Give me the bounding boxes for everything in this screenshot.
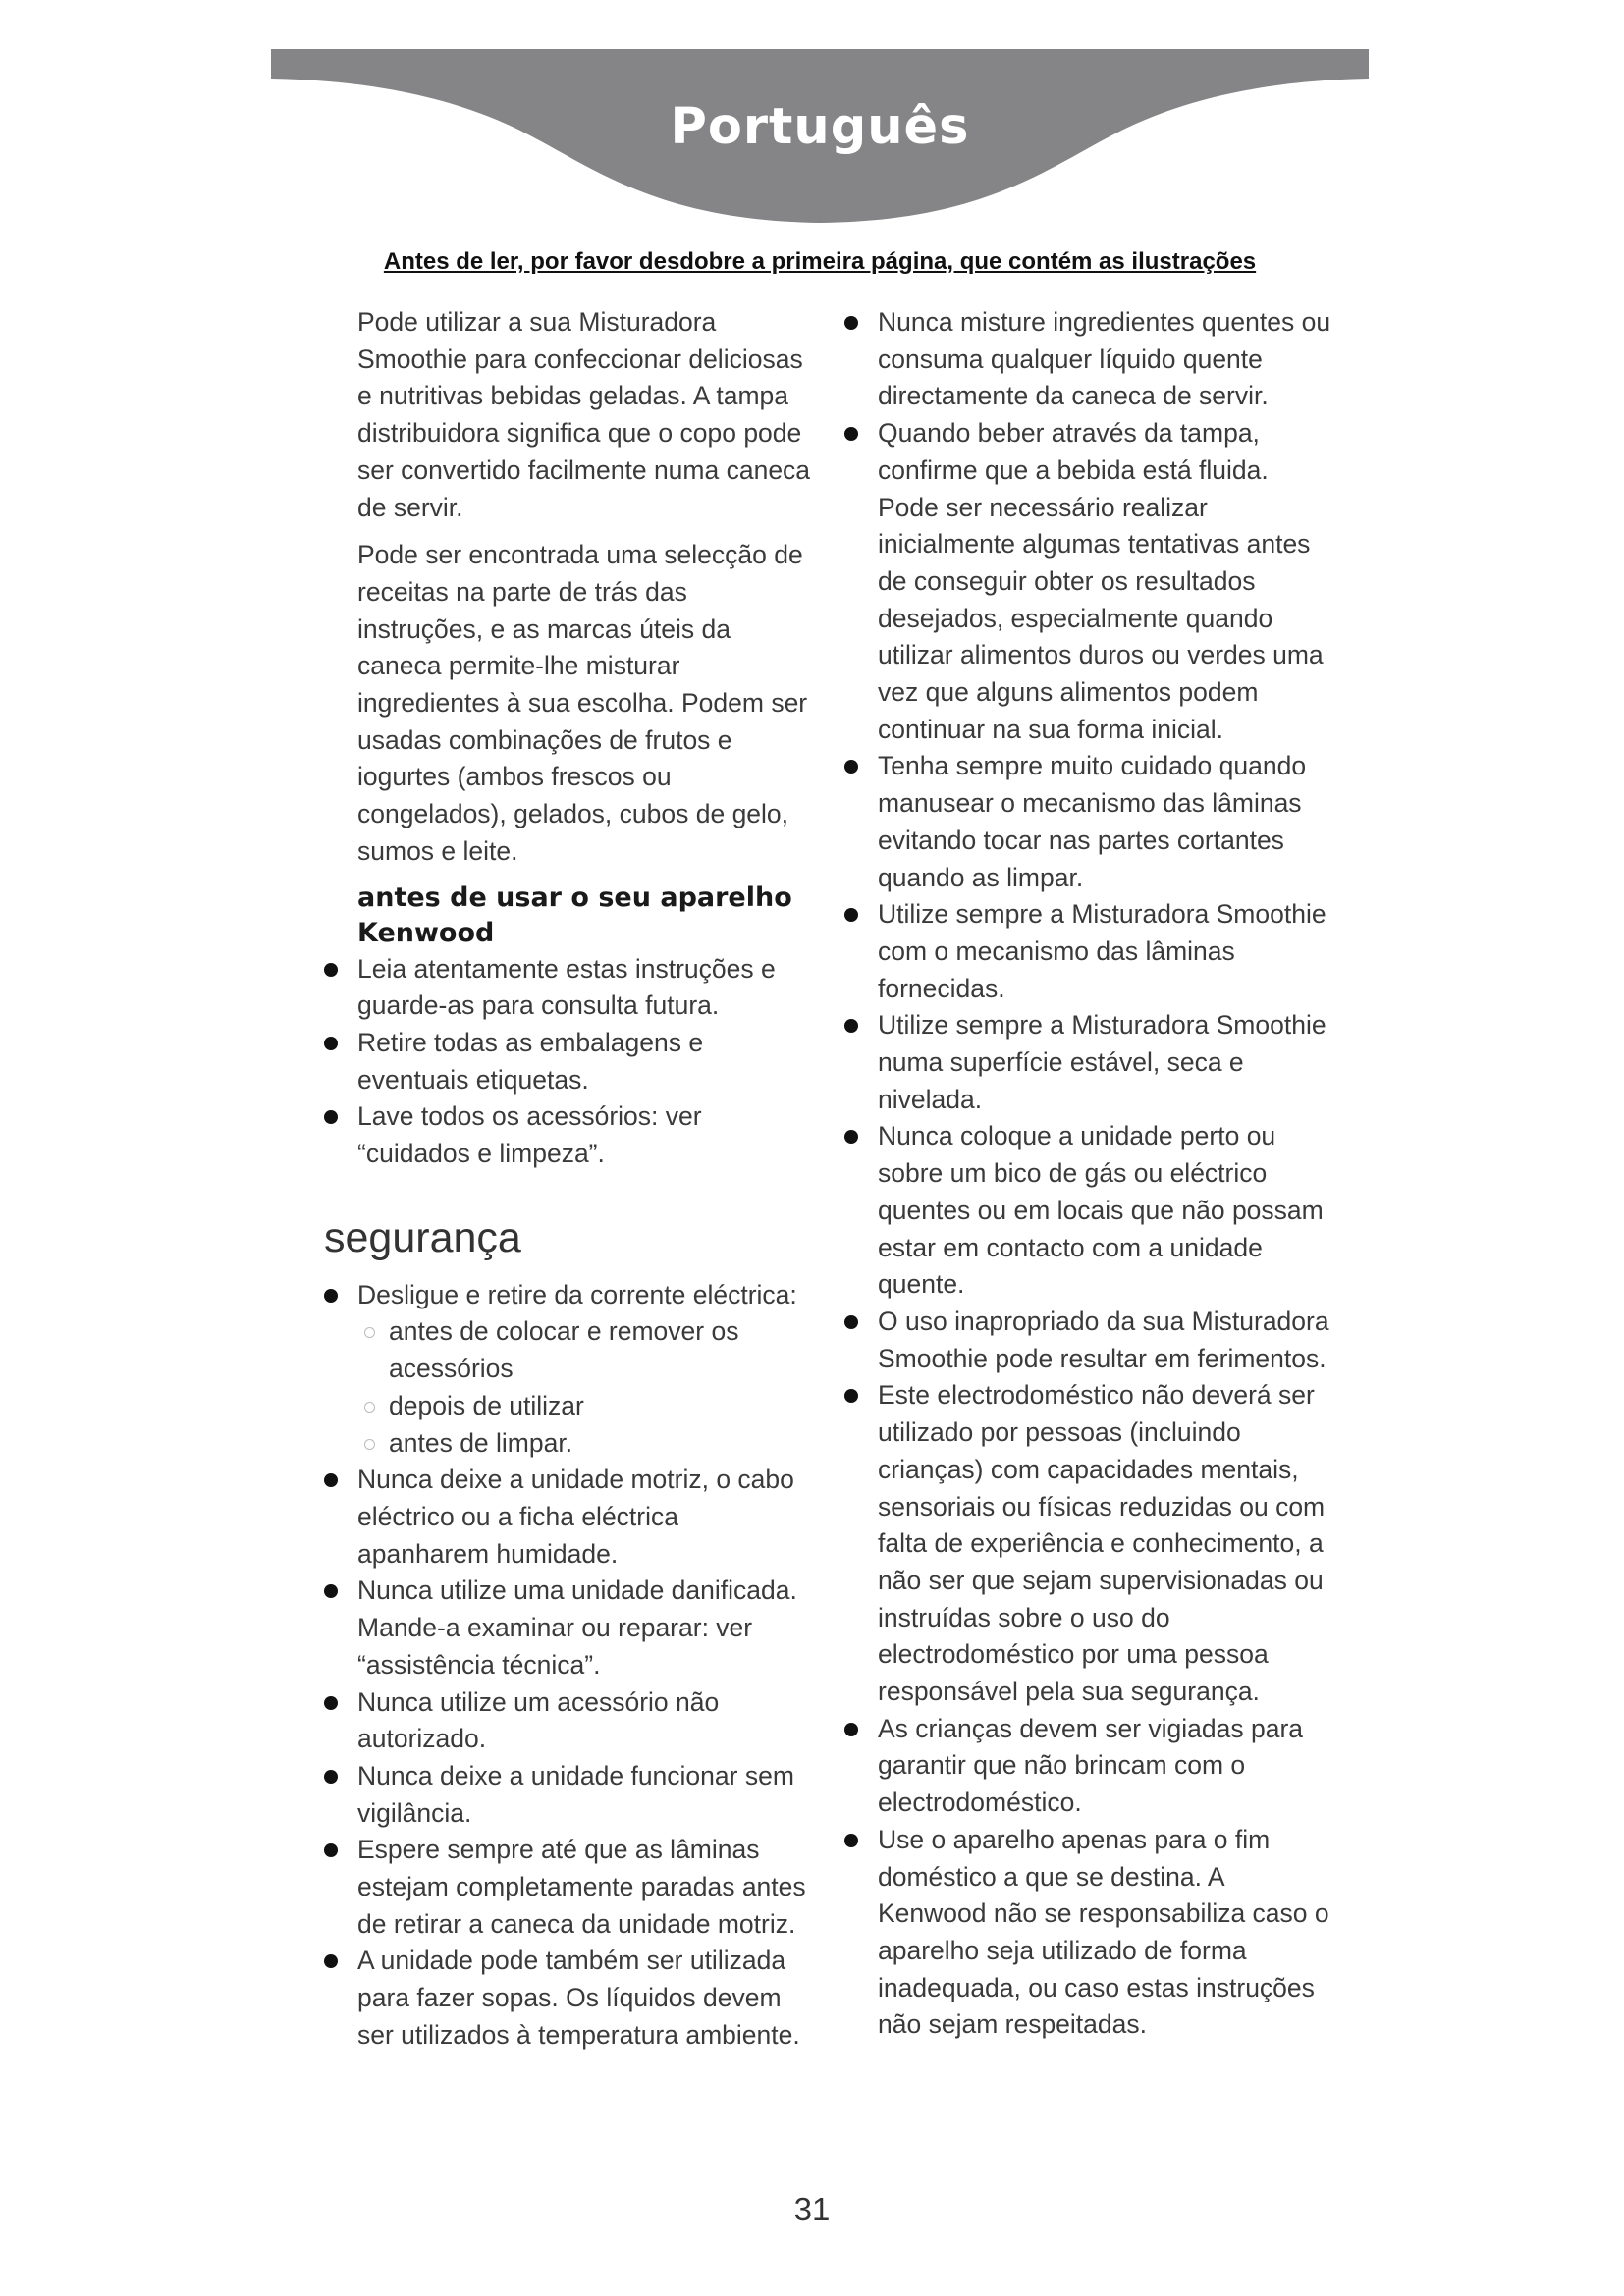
language-title: Português bbox=[670, 98, 970, 156]
hollow-bullet-icon bbox=[364, 1439, 375, 1450]
bullet-icon bbox=[844, 1834, 858, 1847]
list-item: Lave todos os acessórios: ver “cuidados e limpeza”. bbox=[324, 1098, 815, 1172]
list-item: Nunca deixe a unidade motriz, o cabo eléctrico ou a ficha eléctrica apanharem humidade. bbox=[324, 1462, 815, 1573]
bullet-icon bbox=[844, 1130, 858, 1144]
bullet-icon bbox=[324, 1110, 338, 1124]
list-item: A unidade pode também ser utilizada para fazer sopas. Os líquidos devem ser utilizados à temperatura ambiente. bbox=[324, 1943, 815, 2054]
sub-list-item: antes de limpar. bbox=[324, 1425, 815, 1463]
hollow-bullet-icon bbox=[364, 1327, 375, 1338]
bullet-icon bbox=[844, 427, 858, 441]
list-item: Nunca coloque a unidade perto ou sobre um bico de gás ou eléctrico quentes ou em locais que não possam estar em contacto com a unidade quente. bbox=[844, 1118, 1335, 1304]
list-item: Este electrodoméstico não deverá ser utilizado por pessoas (incluindo crianças) com capacidades mentais, sensoriais ou físicas reduzidas ou com falta de experiência e conhecimento, a não ser que sejam supervisionadas ou instruídas sobre o uso do electrodoméstico por uma pessoa responsável pela sua segurança. bbox=[844, 1377, 1335, 1710]
list-item: Nunca utilize uma unidade danificada. Mande-a examinar ou reparar: ver “assistência técnica”. bbox=[324, 1573, 815, 1683]
list-item: Nunca utilize um acessório não autorizado. bbox=[324, 1684, 815, 1758]
bullet-icon bbox=[324, 1843, 338, 1857]
bullet-icon bbox=[324, 1696, 338, 1710]
hollow-bullet-icon bbox=[364, 1402, 375, 1413]
list-item: Nunca deixe a unidade funcionar sem vigilância. bbox=[324, 1758, 815, 1832]
sub-list-item: depois de utilizar bbox=[324, 1388, 815, 1425]
list-item: Nunca misture ingredientes quentes ou consuma qualquer líquido quente directamente da caneca de servir. bbox=[844, 304, 1335, 415]
left-column bbox=[324, 304, 815, 2055]
list-item: As crianças devem ser vigiadas para garantir que não brincam com o electrodoméstico. bbox=[844, 1711, 1335, 1822]
page-number: 31 bbox=[793, 2191, 831, 2227]
bullet-icon bbox=[844, 760, 858, 774]
bullet-icon bbox=[844, 1389, 858, 1403]
sub-list-item: antes de colocar e remover os acessórios bbox=[324, 1313, 815, 1387]
bullet-icon bbox=[324, 963, 338, 977]
bullet-icon bbox=[324, 1770, 338, 1784]
before-use-heading: antes de usar o seu aparelho Kenwood bbox=[357, 881, 792, 948]
list-item: Utilize sempre a Misturadora Smoothie numa superfície estável, seca e nivelada. bbox=[844, 1007, 1335, 1118]
unfold-notice: Antes de ler, por favor desdobre a primeira página, que contém as ilustrações bbox=[383, 248, 1257, 275]
bullet-icon bbox=[844, 1019, 858, 1033]
bullet-icon bbox=[324, 1954, 338, 1968]
intro-paragraph: Pode utilizar a sua Misturadora Smoothie para confeccionar deliciosas e nutritivas bebidas geladas. A tampa distribuidora significa que o copo pode ser convertido facilmente numa caneca de servir. bbox=[357, 307, 811, 522]
list-item: O uso inapropriado da sua Misturadora Smoothie pode resultar em ferimentos. bbox=[844, 1304, 1335, 1377]
list-item: Espere sempre até que as lâminas estejam completamente paradas antes de retirar a caneca da unidade motriz. bbox=[324, 1832, 815, 1943]
header-banner bbox=[271, 49, 1369, 231]
right-column bbox=[844, 304, 1335, 2044]
bullet-icon bbox=[324, 1584, 338, 1598]
list-item: Tenha sempre muito cuidado quando manusear o mecanismo das lâminas evitando tocar nas partes cortantes quando as limpar. bbox=[844, 748, 1335, 896]
bullet-icon bbox=[844, 1723, 858, 1736]
list-item: Utilize sempre a Misturadora Smoothie com o mecanismo das lâminas fornecidas. bbox=[844, 896, 1335, 1007]
bullet-icon bbox=[844, 316, 858, 330]
bullet-icon bbox=[844, 1315, 858, 1329]
list-item: Desligue e retire da corrente eléctrica: bbox=[324, 1277, 815, 1314]
intro-paragraph: Pode ser encontrada uma selecção de receitas na parte de trás das instruções, e as marcas úteis da caneca permite-lhe misturar ingredientes à sua escolha. Podem ser usadas combinações de frutos e iogurtes (ambos frescos ou congelados), gelados, cubos de gelo, sumos e leite. bbox=[357, 540, 808, 866]
bullet-icon bbox=[324, 1289, 338, 1303]
list-item: Leia atentamente estas instruções e guarde-as para consulta futura. bbox=[324, 951, 815, 1025]
bullet-icon bbox=[324, 1037, 338, 1050]
list-item: Retire todas as embalagens e eventuais etiquetas. bbox=[324, 1025, 815, 1098]
safety-heading: segurança bbox=[324, 1213, 521, 1261]
bullet-icon bbox=[324, 1473, 338, 1487]
bullet-icon bbox=[844, 908, 858, 922]
list-item: Quando beber através da tampa, confirme que a bebida está fluida. Pode ser necessário realizar inicialmente algumas tentativas antes de conseguir obter os resultados desejados, especialmente quando utilizar alimentos duros ou verdes uma vez que alguns alimentos podem continuar na sua forma inicial. bbox=[844, 415, 1335, 748]
list-item: Use o aparelho apenas para o fim doméstico a que se destina. A Kenwood não se responsabiliza caso o aparelho seja utilizado de forma inadequada, ou caso estas instruções não sejam respeitadas. bbox=[844, 1822, 1335, 2044]
